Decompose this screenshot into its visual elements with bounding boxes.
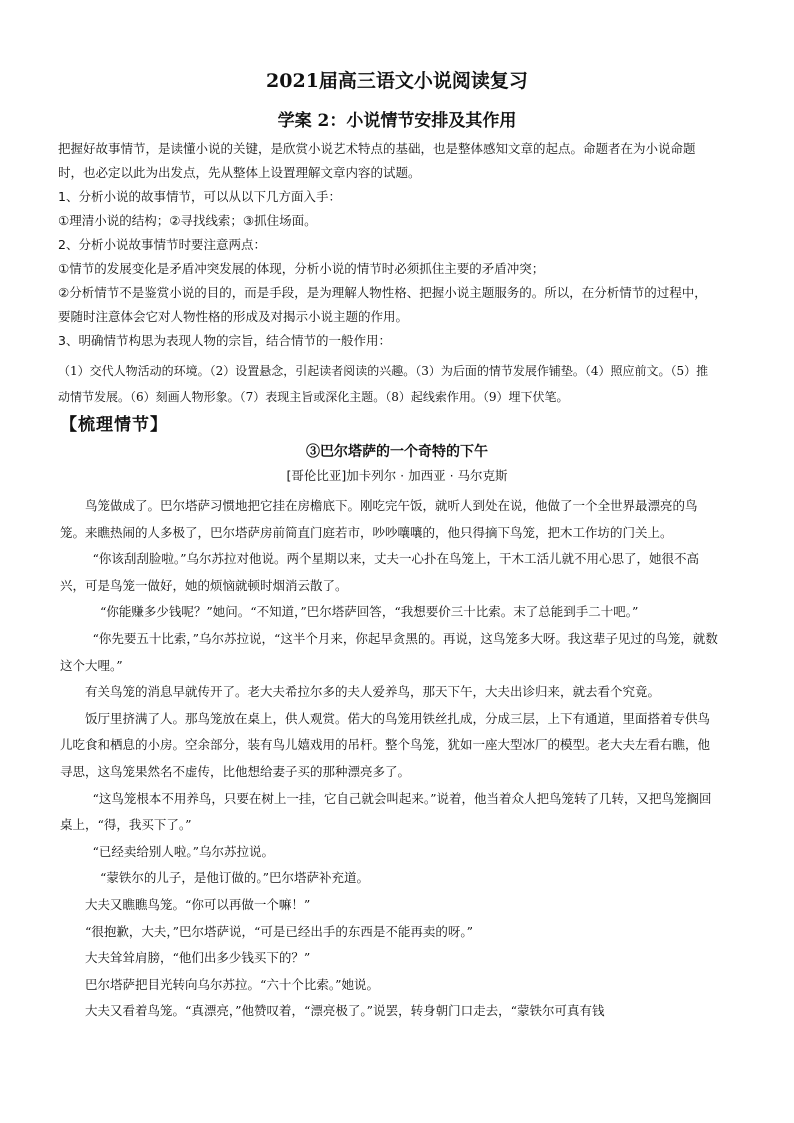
story-paragraph: “你能赚多少钱呢？”她问。“不知道，”巴尔塔萨回答，“我想要价三十比索。末了总能到手二十吧。”: [100, 604, 639, 620]
plot-functions-list: [58, 358, 718, 410]
intro-point-2-detail-a: ①情节的发展变化是矛盾冲突发展的体现，分析小说的情节时必须抓住主要的矛盾冲突；: [58, 261, 545, 276]
intro-point-2-detail-b: ②分析情节不是鉴赏小说的目的，而是手段，是为理解人物性格、把握小说主题服务的。所以，在分析情节的过程中，要随时注意体会它对人物性格的形成及对揭示小说主题的作用。: [58, 285, 707, 324]
story-paragraph: “很抱歉，大夫，”巴尔塔萨说，“可是已经出手的东西是不能再卖的呀。”: [85, 923, 474, 939]
story-paragraph: 大夫又瞧瞧鸟笼。“你可以再做一个嘛！”: [85, 896, 311, 912]
story-paragraph: “已经卖给别人啦。”乌尔苏拉说。: [92, 843, 275, 859]
story-paragraph: 鸟笼做成了。巴尔塔萨习惯地把它挂在房檐底下。刚吃完午饭，就听人到处在说，他做了一个全世界最漂亮的鸟笼。来瞧热闹的人多极了，巴尔塔萨房前简直门庭若市，吵吵嚷嚷的，他只得摘下鸟笼，把木工作坊的门关上。: [60, 498, 698, 540]
story-author: [哥伦比亚]加卡列尔 · 加西亚 · 马尔克斯: [286, 468, 508, 483]
section-heading: 【梳理情节】: [60, 415, 168, 435]
story-paragraph: “这鸟笼根本不用养鸟，只要在树上一挂，它自己就会叫起来。”说着，他当着众人把鸟笼转了几转，又把鸟笼搁回桌上，“得，我买下了。”: [60, 790, 712, 833]
intro-point-1-detail: ①理清小说的结构；②寻找线索；③抓住场面。: [58, 213, 317, 228]
intro-point-1: 1、分析小说的故事情节，可以从以下几方面入手：: [58, 189, 341, 204]
plot-functions-text: （1）交代人物活动的环境。（2）设置悬念，引起读者阅读的兴趣。（3）为后面的情节发展作铺垫。（4）照应前文。（5）推动情节发展。（6）刻画人物形象。（7）表现主旨或深化主题。（8）起线索作用。（9）埋下伏笔。: [58, 364, 709, 404]
story-body: [60, 493, 720, 1025]
story-paragraph: 巴尔塔萨把目光转向乌尔苏拉。“六十个比索。”她说。: [85, 976, 380, 992]
story-paragraph: 饭厅里挤满了人。那鸟笼放在桌上，供人观赏。偌大的鸟笼用铁丝扎成，分成三层，上下有通道，里面搭着专供鸟儿吃食和栖息的小房。空余部分，装有鸟儿嬉戏用的吊杆。整个鸟笼，犹如一座大型冰厂的模型。老大夫左看右瞧，他寻思，这鸟笼果然名不虚传，比他想给妻子买的那种漂亮多了。: [60, 710, 711, 779]
story-paragraph: “你先要五十比索，”乌尔苏拉说，“这半个月来，你起早贪黑的。再说，这鸟笼多大呀。我这辈子见过的鸟笼，就数这个大哩。”: [60, 630, 718, 673]
story-paragraph: 大夫耸耸肩膀，“他们出多少钱买下的？”: [85, 950, 311, 966]
story-paragraph: 大夫又看着鸟笼。“真漂亮，”他赞叹着，“漂亮极了。”说罢，转身朝门口走去，“蒙铁尔可真有钱: [85, 1003, 605, 1019]
story-paragraph: 有关鸟笼的消息早就传开了。老大夫希拉尔多的夫人爱养鸟，那天下午，大夫出诊归来，就去看个究竟。: [85, 684, 661, 700]
intro-section: [58, 137, 718, 353]
document-title: 2021届高三语文小说阅读复习: [266, 70, 528, 92]
intro-paragraph: 把握好故事情节，是读懂小说的关键，是欣赏小说艺术特点的基础，也是整体感知文章的起点。命题者在为小说命题时，也必定以此为出发点，先从整体上设置理解文章内容的试题。: [58, 141, 696, 180]
story-title: ③巴尔塔萨的一个奇特的下午: [306, 444, 488, 460]
story-paragraph: “你该刮刮脸啦。”乌尔苏拉对他说。两个星期以来，丈夫一心扑在鸟笼上，干木工活儿就不用心思了，她很不高兴，可是鸟笼一做好，她的烦恼就顿时烟消云散了。: [60, 551, 700, 593]
story-paragraph: “蒙铁尔的儿子，是他订做的。”巴尔塔萨补充道。: [100, 870, 370, 886]
intro-point-3: 3、明确情节构思为表现人物的宗旨，结合情节的一般作用：: [58, 333, 391, 348]
document-subtitle: 学案 2：小说情节安排及其作用: [277, 111, 517, 131]
intro-point-2: 2、分析小说故事情节时要注意两点：: [58, 237, 266, 252]
